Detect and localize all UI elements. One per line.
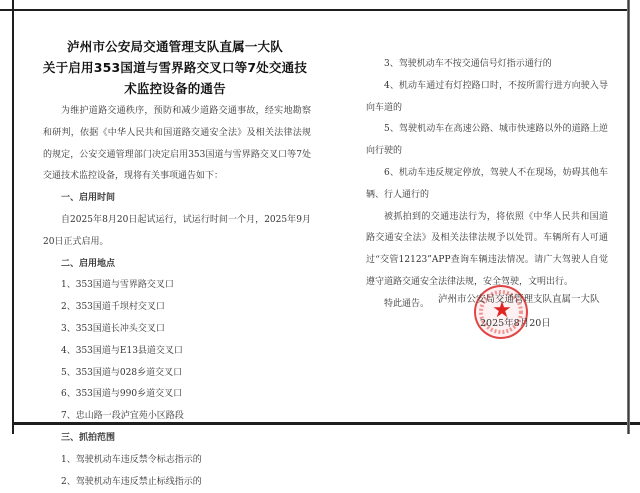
location-item: 5、353国道与028乡道交叉口 xyxy=(61,367,183,378)
section-body-time: 自2025年8月20日起试运行，试运行时间一个月，2025年9月20日正式启用。 xyxy=(43,214,311,247)
right-column xyxy=(366,54,608,316)
closing-paragraph: 被抓拍到的交通违法行为，将依照《中华人民共和国道路交通安全法》及相关法律法规予以处罚。车辆所有人可通过“交管12123”APP查询车辆违法情况。请广大驾驶人自觉遵守道路交通安全法律法规，安全驾驶，文明出行。 xyxy=(366,211,608,287)
issue-date: 2025年8月20日 xyxy=(480,318,551,329)
frame-right-border xyxy=(627,0,630,434)
title-line-3: 术监控设备的通告 xyxy=(124,81,226,96)
location-item: 3、353国道长冲头交叉口 xyxy=(61,323,165,334)
section-heading-locations: 二、启用地点 xyxy=(61,258,116,269)
scope-item: 2、驾驶机动车违反禁止标线指示的 xyxy=(61,476,202,487)
scope-item: 5、驾驶机动车在高速公路、城市快速路以外的道路上逆向行驶的 xyxy=(366,124,608,157)
sign-off: 特此通告。 xyxy=(384,298,430,309)
scope-item: 3、驾驶机动车不按交通信号灯指示通行的 xyxy=(384,59,552,69)
location-item: 1、353国道与雪界路交叉口 xyxy=(61,280,174,291)
title-line-1: 泸州市公安局交通管理支队直属一大队 xyxy=(67,39,283,54)
issuer-signature: 泸州市公安局交通管理支队直属一大队 xyxy=(438,294,600,305)
frame-top-border xyxy=(0,9,628,11)
location-item: 6、353国道与990乡道交叉口 xyxy=(61,389,183,400)
location-item: 7、忠山路一段泸宜苑小区路段 xyxy=(61,411,184,422)
location-item: 4、353国道与E13县道交叉口 xyxy=(61,345,183,356)
intro-paragraph: 为维护道路交通秩序，预防和减少道路交通事故，经实地勘察和研判，依据《中华人民共和国道路交通安全法》及相关法律法规的规定，公安交通管理部门决定启用353国道与雪界路交叉口等7处交通技术监控设备，现将有关事项通告如下： xyxy=(43,106,311,182)
section-heading-scope: 三、抓拍范围 xyxy=(61,432,116,443)
location-item: 2、353国道千坝村交叉口 xyxy=(61,302,165,313)
title-line-2: 关于启用353国道与雪界路交叉口等7处交通技 xyxy=(42,60,308,75)
scope-item: 1、驾驶机动车违反禁令标志指示的 xyxy=(61,454,202,465)
scope-item: 4、机动车通过有灯控路口时，不按所需行进方向驶入导向车道的 xyxy=(366,80,608,113)
scope-item: 6、机动车违反规定停放，驾驶人不在现场，妨碍其他车辆、行人通行的 xyxy=(366,167,608,200)
section-heading-time: 一、启用时间 xyxy=(61,193,116,204)
frame-left-border xyxy=(12,0,14,434)
star-icon: ★ xyxy=(492,298,512,323)
left-column xyxy=(43,101,311,493)
